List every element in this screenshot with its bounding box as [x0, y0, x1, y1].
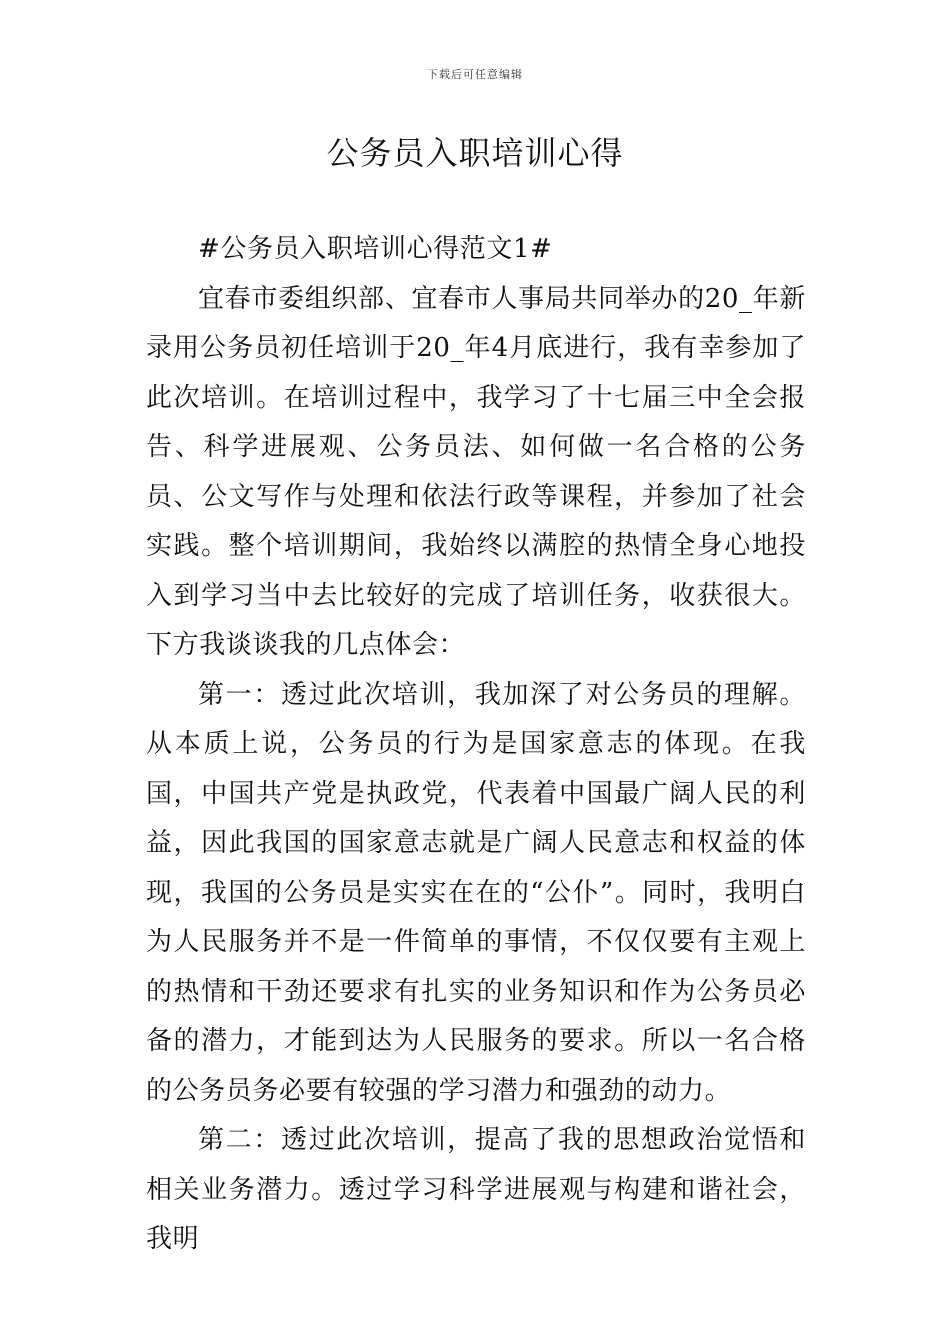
document-body — [146, 225, 806, 1265]
paragraph-heading: #公务员入职培训心得范文1# — [198, 234, 553, 264]
document-title: 公务员入职培训心得 — [326, 134, 624, 172]
paragraph: 第一：透过此次培训，我加深了对公务员的理解。从本质上说，公务员的行为是国家意志的体现。在我国，中国共产党是执政党，代表着中国最广阔人民的利益，因此我国的国家意志就是广阔人民意志和权益的体现，我国的公务员是实实在在的“公仆”。同时，我明白为人民服务并不是一件简单的事情，不仅仅要有主观上的热情和干劲还要求有扎实的业务知识和作为公务员必备的潜力，才能到达为人民服务的要求。所以一名合格的公务员务必要有较强的学习潜力和强劲的动力。 — [146, 679, 806, 1106]
paragraph: 宜春市委组织部、宜春市人事局共同举办的20_年新录用公务员初任培训于20_年4月底进行，我有幸参加了此次培训。在培训过程中，我学习了十七届三中全会报告、科学进展观、公务员法、如何做一名合格的公务员、公文写作与处理和依法行政等课程，并参加了社会实践。整个培训期间，我始终以满腔的热情全身心地投入到学习当中去比较好的完成了培训任务，收获很大。下方我谈谈我的几点体会： — [146, 283, 807, 660]
paragraph: 第二：透过此次培训，提高了我的思想政治觉悟和相关业务潜力。透过学习科学进展观与构建和谐社会，我明 — [146, 1125, 806, 1254]
header-note: 下载后可任意编辑 — [427, 68, 523, 81]
